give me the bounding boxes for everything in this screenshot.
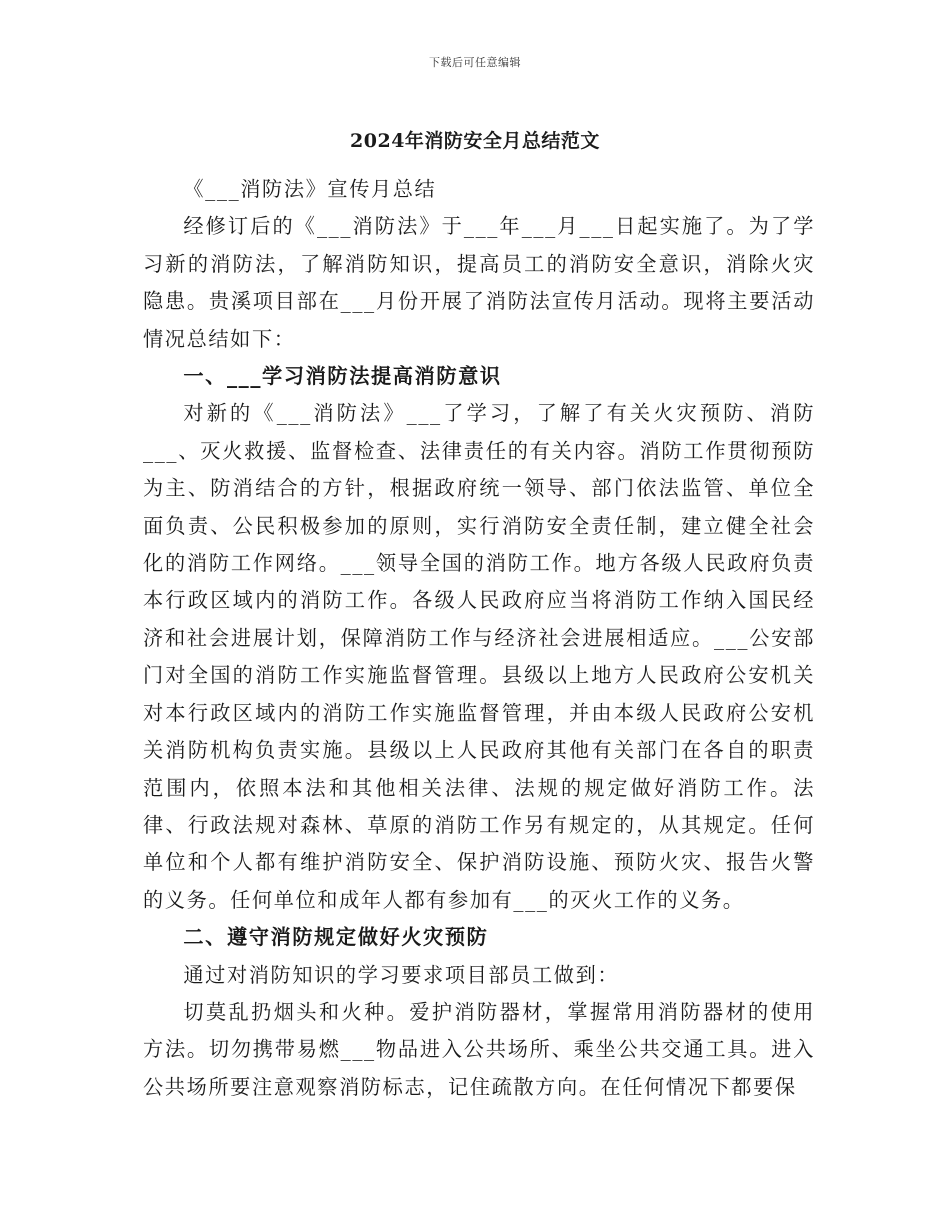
intro-paragraph: 经修订后的《___消防法》于___年___月___日起实施了。为了学习新的消防法，了解消防知识，提高员工的消防安全意识，消除火灾隐患。贵溪项目部在___月份开展了消防法宣传月活动。现将主要活动情况总结如下： <box>143 214 815 351</box>
section-heading-2: 二、遵守消防规定做好火灾预防 <box>183 925 489 950</box>
subtitle-paragraph: 《___消防法》宣传月总结 <box>183 177 437 201</box>
section-2-intro-paragraph: 通过对消防知识的学习要求项目部员工做到： <box>183 962 620 987</box>
section-heading-1: 一、___学习消防法提高消防意识 <box>183 364 502 389</box>
document-body <box>143 171 815 1106</box>
header-note: 下载后可任意编辑 <box>429 56 521 69</box>
section-1-paragraph: 对新的《___消防法》___了学习，了解了有关火灾预防、消防___、灭火救援、监督检查、法律责任的有关内容。消防工作贯彻预防为主、防消结合的方针，根据政府统一领导、部门依法监管、单位全面负责、公民积极参加的原则，实行消防安全责任制，建立健全社会化的消防工作网络。___领导全国的消防工作。地方各级人民政府负责本行政区域内的消防工作。各级人民政府应当将消防工作纳入国民经济和社会进展计划，保障消防工作与经济社会进展相适应。___公安部门对全国的消防工作实施监督管理。县级以上地方人民政府公安机关对本行政区域内的消防工作实施监督管理，并由本级人民政府公安机关消防机构负责实施。县级以上人民政府其他有关部门在各自的职责范围内，依照本法和其他相关法律、法规的规定做好消防工作。法律、行政法规对森林、草原的消防工作另有规定的，从其规定。任何单位和个人都有维护消防安全、保护消防设施、预防火灾、报告火警的义务。任何单位和成年人都有参加有___的灭火工作的义务。 <box>143 401 815 912</box>
section-2-paragraph: 切莫乱扔烟头和火种。爱护消防器材，掌握常用消防器材的使用方法。切勿携带易燃___物品进入公共场所、乘坐公共交通工具。进入公共场所要注意观察消防标志，记住疏散方向。在任何情况下都要保 <box>143 999 815 1099</box>
document-title: 2024年消防安全月总结范文 <box>350 130 600 152</box>
